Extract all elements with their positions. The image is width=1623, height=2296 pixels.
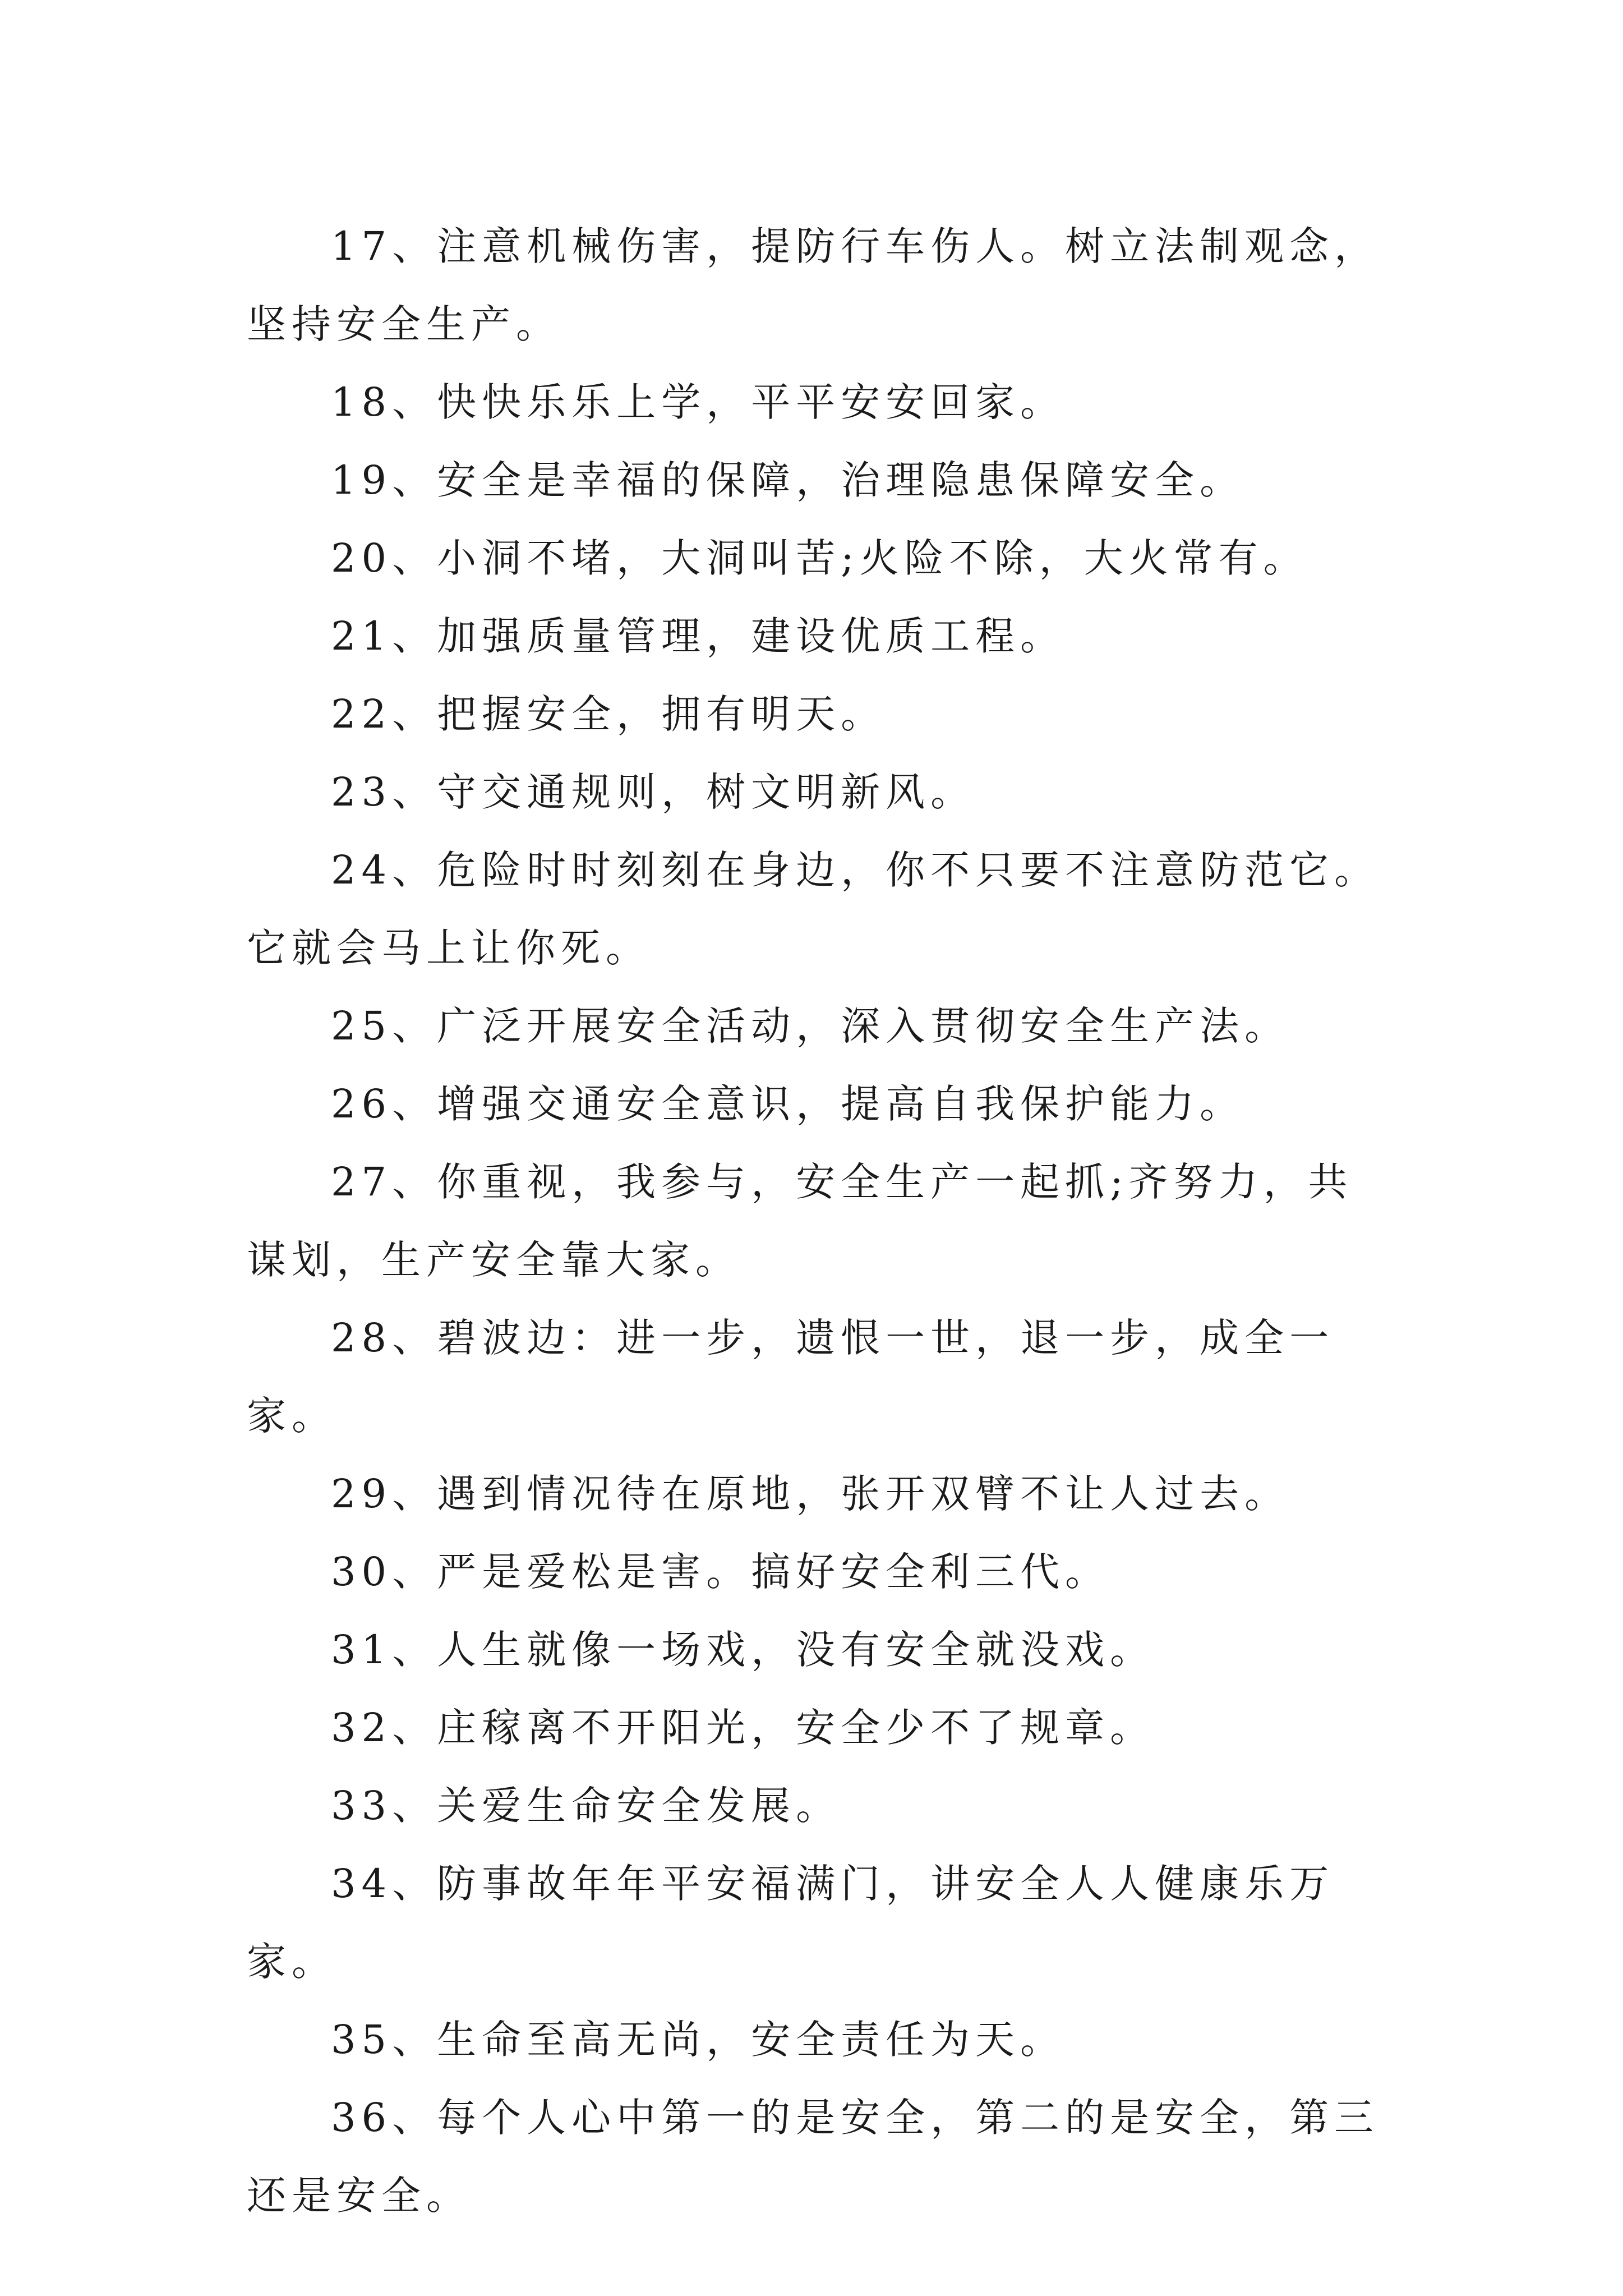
paragraph-18: 18、快快乐乐上学，平平安安回家。 bbox=[331, 379, 1066, 425]
paragraph-17: 17、注意机械伤害，提防行车伤人。树立法制观念，坚持安全生产。 bbox=[247, 223, 1380, 347]
paragraph-26: 26、增强交通安全意识，提高自我保护能力。 bbox=[331, 1081, 1245, 1127]
paragraph-28: 28、碧波边：进一步，遗恨一世，退一步，成全一家。 bbox=[247, 1315, 1335, 1439]
paragraph-21: 21、加强质量管理，建设优质工程。 bbox=[331, 613, 1066, 659]
paragraph-34: 34、防事故年年平安福满门，讲安全人人健康乐万家。 bbox=[247, 1861, 1335, 1985]
paragraph-23: 23、守交通规则，树文明新风。 bbox=[331, 769, 976, 815]
paragraph-27: 27、你重视，我参与，安全生产一起抓;齐努力，共谋划，生产安全靠大家。 bbox=[247, 1159, 1353, 1283]
paragraph-29: 29、遇到情况待在原地，张开双臂不让人过去。 bbox=[331, 1471, 1290, 1517]
text-body bbox=[247, 208, 1380, 2235]
paragraph-30: 30、严是爱松是害。搞好安全利三代。 bbox=[331, 1549, 1110, 1595]
paragraph-33: 33、关爱生命安全发展。 bbox=[331, 1783, 841, 1829]
paragraph-25: 25、广泛开展安全活动，深入贯彻安全生产法。 bbox=[331, 1003, 1290, 1049]
paragraph-20: 20、小洞不堵，大洞叫苦;火险不除，大火常有。 bbox=[331, 535, 1308, 581]
paragraph-19: 19、安全是幸福的保障，治理隐患保障安全。 bbox=[331, 457, 1245, 503]
paragraph-35: 35、生命至高无尚，安全责任为天。 bbox=[331, 2017, 1066, 2063]
paragraph-32: 32、庄稼离不开阳光，安全少不了规章。 bbox=[331, 1705, 1155, 1751]
paragraph-24: 24、危险时时刻刻在身边，你不只要不注意防范它。它就会马上让你死。 bbox=[247, 847, 1380, 971]
paragraph-31: 31、人生就像一场戏，没有安全就没戏。 bbox=[331, 1627, 1155, 1673]
paragraph-22: 22、把握安全，拥有明天。 bbox=[331, 691, 886, 737]
paragraph-36: 36、每个人心中第一的是安全，第二的是安全，第三还是安全。 bbox=[247, 2095, 1380, 2219]
